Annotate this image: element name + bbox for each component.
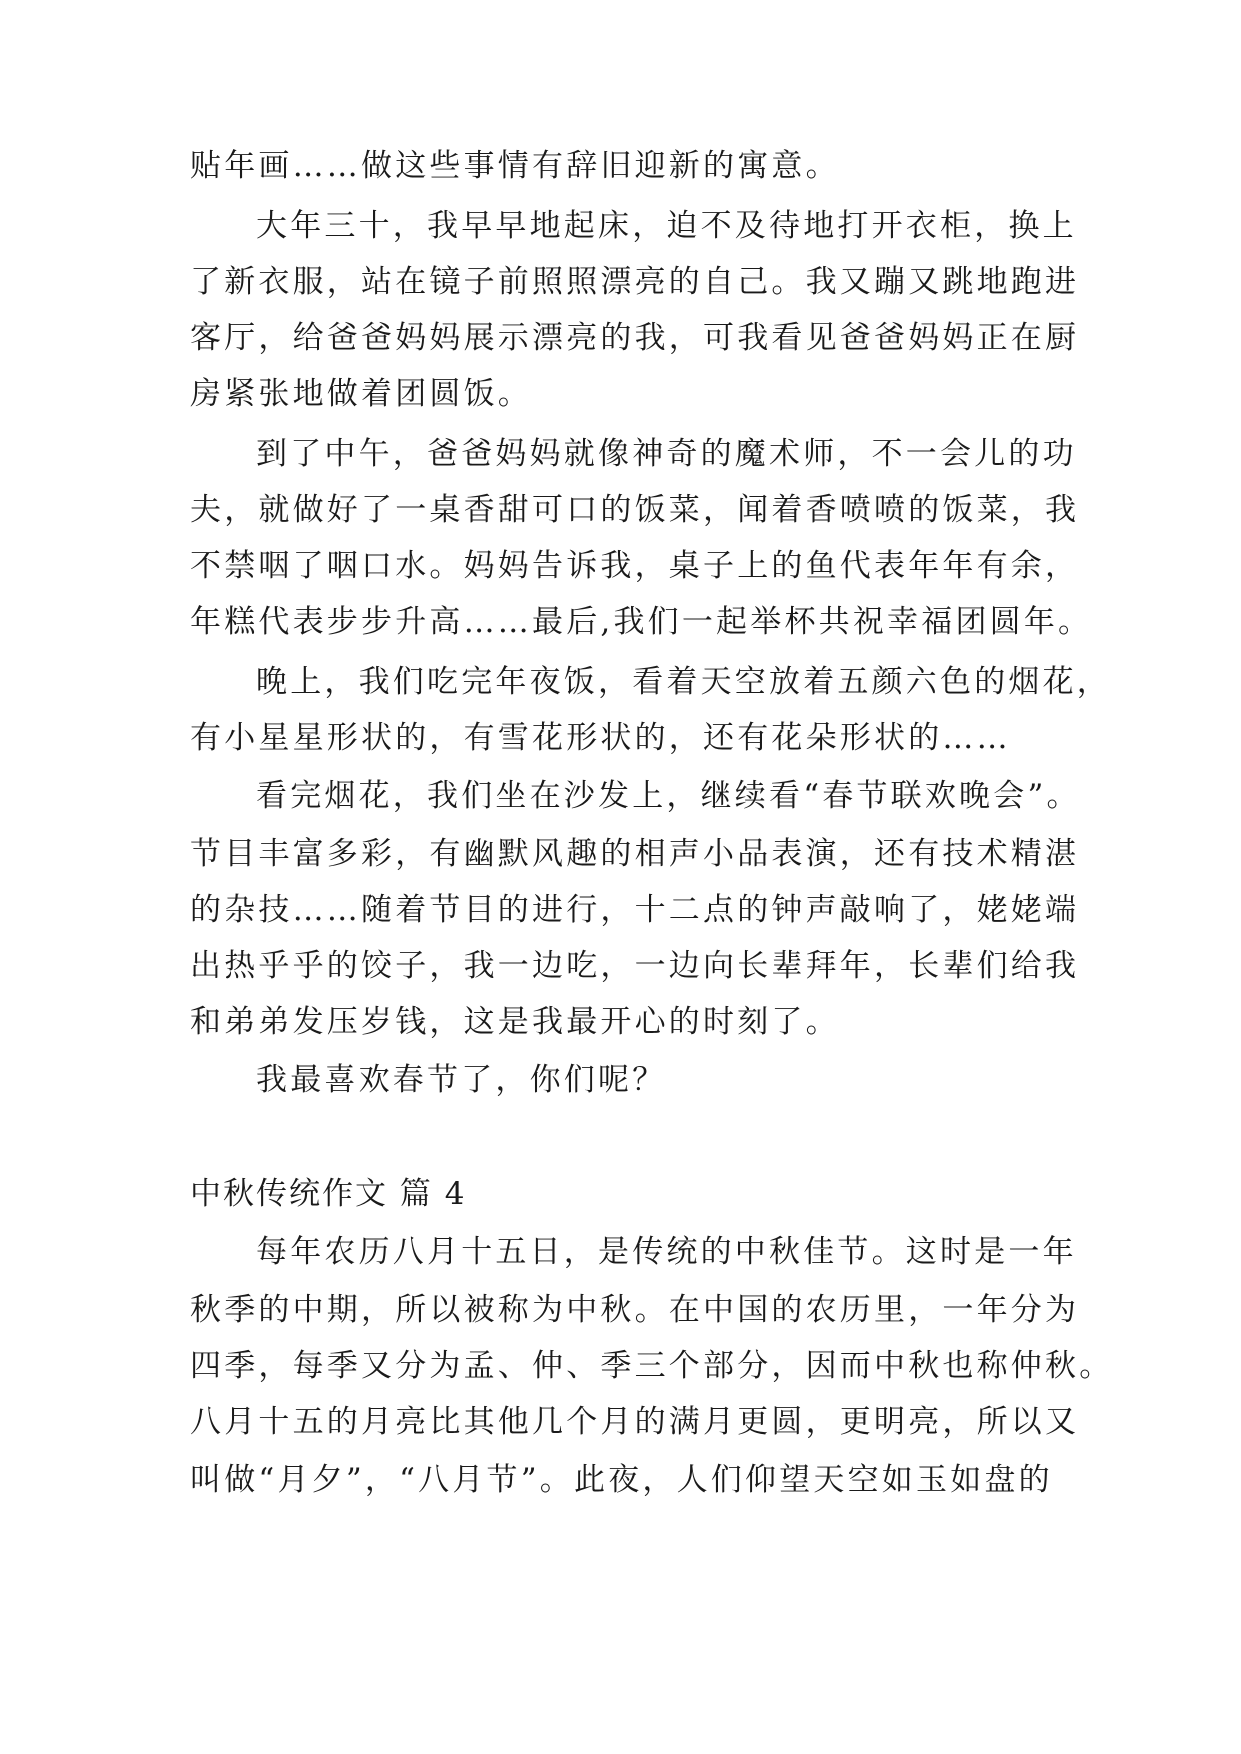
- paragraph-line: 和弟弟发压岁钱，这是我最开心的时刻了。: [190, 1004, 840, 1040]
- paragraph-line: 每年农历八月十五日，是传统的中秋佳节。这时是一年: [256, 1234, 1077, 1270]
- paragraph-line: 年糕代表步步升高……最后,我们一起举杯共祝幸福团圆年。: [190, 604, 1093, 640]
- section-heading: 中秋传统作文 篇 4: [190, 1176, 467, 1212]
- paragraph-line: 有小星星形状的，有雪花形状的，还有花朵形状的……: [190, 720, 1011, 756]
- paragraph-line: 我最喜欢春节了，你们呢？: [256, 1062, 667, 1098]
- paragraph-line: 客厅，给爸爸妈妈展示漂亮的我，可我看见爸爸妈妈正在厨: [190, 320, 1080, 356]
- paragraph-line: 八月十五的月亮比其他几个月的满月更圆，更明亮，所以又: [190, 1404, 1080, 1440]
- paragraph-line: 节目丰富多彩，有幽默风趣的相声小品表演，还有技术精湛: [190, 836, 1080, 872]
- paragraph-line: 到了中午，爸爸妈妈就像神奇的魔术师，不一会儿的功: [256, 436, 1077, 472]
- paragraph-line: 出热乎乎的饺子，我一边吃，一边向长辈拜年，长辈们给我: [190, 948, 1080, 984]
- paragraph-line: 晚上，我们吃完年夜饭，看着天空放着五颜六色的烟花，: [256, 664, 1111, 700]
- paragraph-line: 秋季的中期，所以被称为中秋。在中国的农历里，一年分为: [190, 1292, 1080, 1328]
- paragraph-line: 夫，就做好了一桌香甜可口的饭菜，闻着香喷喷的饭菜，我: [190, 492, 1080, 528]
- paragraph-line: 不禁咽了咽口水。妈妈告诉我，桌子上的鱼代表年年有余，: [190, 548, 1080, 584]
- paragraph-line: 看完烟花，我们坐在沙发上，继续看“春节联欢晚会”。: [256, 778, 1081, 814]
- paragraph-line: 的杂技……随着节目的进行，十二点的钟声敲响了，姥姥端: [190, 892, 1080, 928]
- paragraph-line: 大年三十，我早早地起床，迫不及待地打开衣柜，换上: [256, 208, 1077, 244]
- paragraph-line: 四季，每季又分为孟、仲、季三个部分，因而中秋也称仲秋。: [190, 1348, 1114, 1384]
- paragraph-line: 贴年画……做这些事情有辞旧迎新的寓意。: [190, 148, 840, 184]
- paragraph-line: 房紧张地做着团圆饭。: [190, 376, 532, 412]
- paragraph-line: 叫做“月夕”，“八月节”。此夜，人们仰望天空如玉如盘的: [190, 1462, 1053, 1498]
- paragraph-line: 了新衣服，站在镜子前照照漂亮的自己。我又蹦又跳地跑进: [190, 264, 1080, 300]
